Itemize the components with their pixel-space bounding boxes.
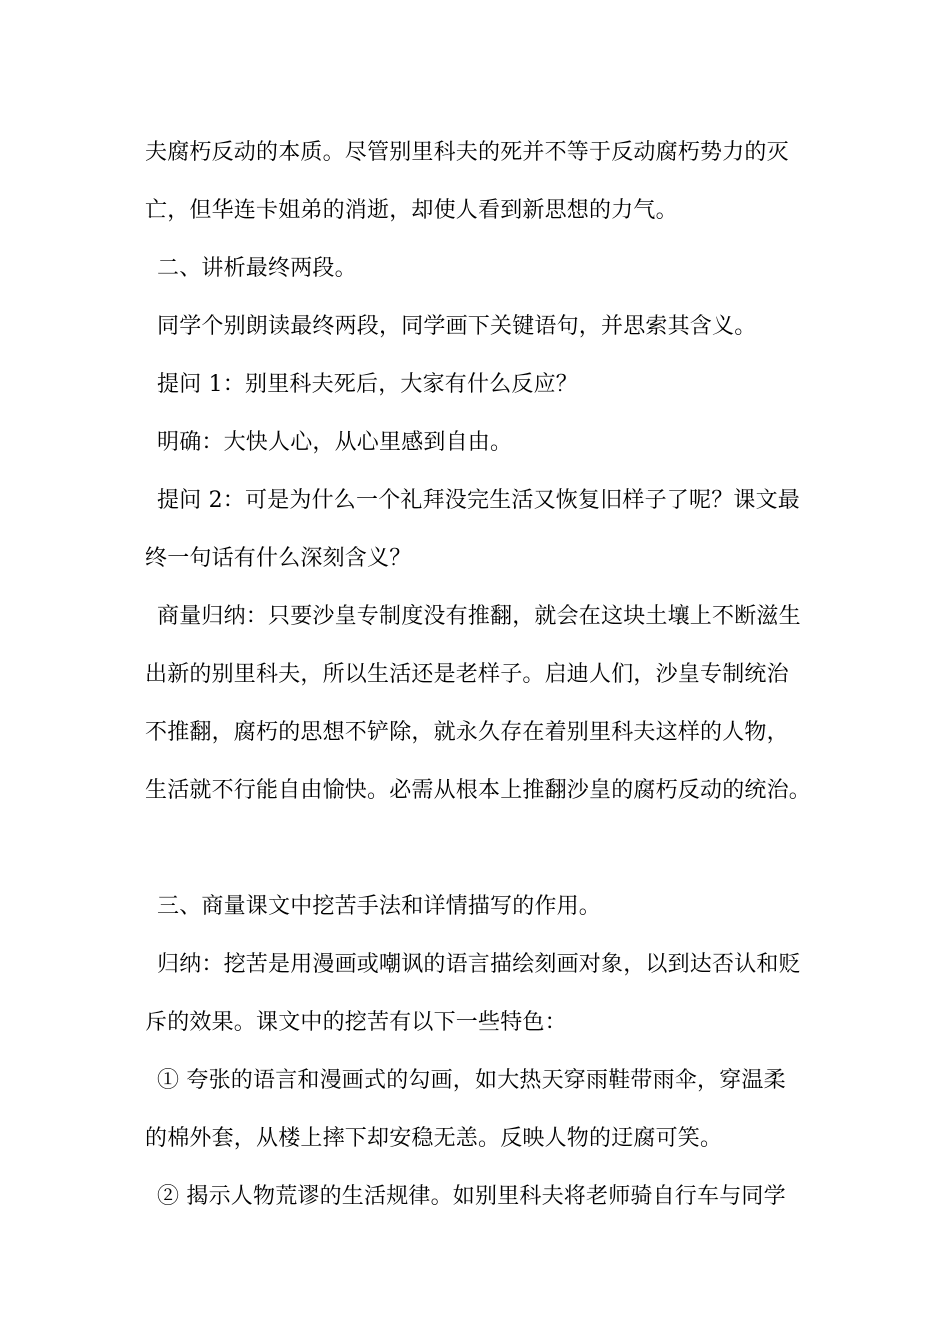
text-line: 的棉外套，从楼上摔下却安稳无恙。反映人物的迂腐可笑。 [145,1126,723,1151]
text-line: 不推翻，腐朽的思想不铲除，就永久存在着别里科夫这样的人物， [145,720,789,745]
text-line: 出新的别里科夫，所以生活还是老样子。启迪人们，沙皇专制统治 [145,662,789,687]
text-line: 夫腐朽反动的本质。尽管别里科夫的死并不等于反动腐朽势力的灭 [145,140,789,165]
question-line: 提问 1：别里科夫死后，大家有什么反应？ [157,372,578,397]
text-line: 终一句话有什么深刻含义？ [145,546,412,571]
summary-line: 归纳：挖苦是用漫画或嘲讽的语言描绘刻画对象，以到达否认和贬 [157,952,801,977]
question-line: 提问 2：可是为什么一个礼拜没完生活又恢复旧样子了呢？课文最 [157,488,800,513]
list-item: ① 夸张的语言和漫画式的勾画，如大热天穿雨鞋带雨伞，穿温柔 [157,1068,786,1093]
section-heading: 三、商量课文中挖苦手法和详情描写的作用。 [157,894,602,919]
text-line: 亡，但华连卡姐弟的消逝，却使人看到新思想的力气。 [145,198,678,223]
text-line: 生活就不行能自由愉快。必需从根本上推翻沙皇的腐朽反动的统治。 [145,778,812,803]
summary-line: 商量归纳：只要沙皇专制度没有推翻，就会在这块土壤上不断滋生 [157,604,801,629]
text-line: 同学个别朗读最终两段，同学画下关键语句，并思索其含义。 [157,314,757,339]
text-line: 斥的效果。课文中的挖苦有以下一些特色： [145,1010,567,1035]
section-heading: 二、讲析最终两段。 [157,256,357,281]
list-item: ② 揭示人物荒谬的生活规律。如别里科夫将老师骑自行车与同学 [157,1184,786,1209]
answer-line: 明确：大快人心，从心里感到自由。 [157,430,513,455]
